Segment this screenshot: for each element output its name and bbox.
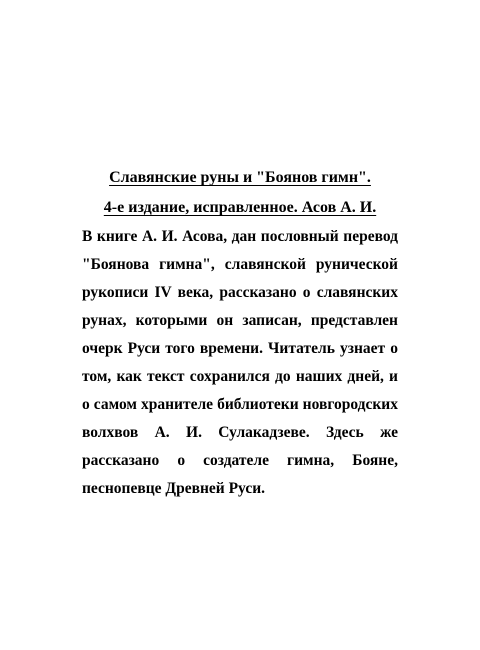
document-title-line-1: Славянские руны и "Боянов гимн".: [109, 169, 371, 186]
document-body-paragraph: В книге А. И. Асова, дан пословный перевод "Боянова гимна", славянской рунической рукописи IV века, рассказано о славянских рунах, которыми он записан, представлен очерк Руси того времени. Читатель узнает о том, как текст сохранился до наших дней, и о самом хранителе библиотеки новгородских волхвов А. И. Сулакадзеве. Здесь же рассказано о создателе гимна, Бояне, песнопевце Древней Руси.: [82, 228, 398, 497]
document-title-line-2: 4-е издание, исправленное. Асов А. И.: [103, 199, 377, 216]
document-content: [82, 163, 398, 503]
